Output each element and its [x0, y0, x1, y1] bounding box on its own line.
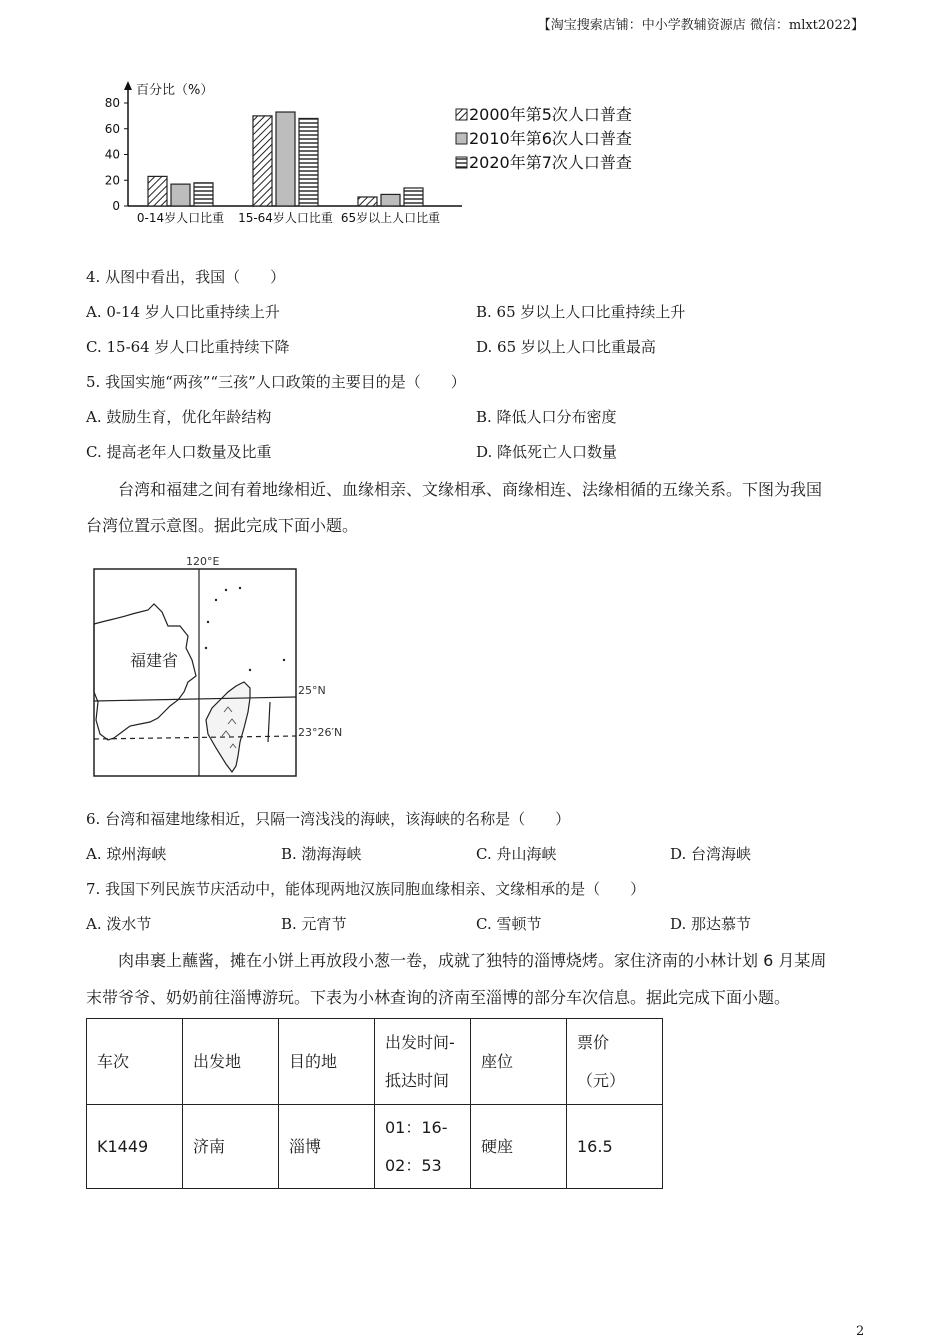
- question-5-option-a[interactable]: A. 鼓励生育，优化年龄结构: [86, 408, 272, 426]
- legend-label: 2010年第6次人口普查: [469, 129, 632, 148]
- question-6-stem: 6. 台湾和福建地缘相近，只隔一湾浅浅的海峡，该海峡的名称是（ ）: [86, 810, 571, 828]
- header-train-number: 车次: [87, 1019, 183, 1105]
- question-4-option-b[interactable]: B. 65 岁以上人口比重持续上升: [476, 303, 686, 321]
- question-5-option-d[interactable]: D. 降低死亡人口数量: [476, 443, 618, 461]
- y-tick-label: 60: [104, 121, 120, 136]
- question-6-option-d[interactable]: D. 台湾海峡: [670, 845, 752, 863]
- question-4-option-c[interactable]: C. 15-64 岁人口比重持续下降: [86, 338, 290, 356]
- passage-zibo-line-1: 肉串裹上蘸酱，摊在小饼上再放段小葱一卷，成就了独特的淄博烧烤。家住济南的小林计划 6 月某周: [118, 951, 827, 970]
- bar-2-0: [358, 197, 377, 206]
- question-7-option-b[interactable]: B. 元宵节: [281, 915, 347, 933]
- legend-label: 2000年第5次人口普查: [469, 105, 632, 124]
- y-tick-label: 80: [104, 96, 120, 110]
- y-tick-label: 20: [104, 173, 120, 188]
- x-category-label: 0-14岁人口比重: [136, 211, 225, 225]
- header-arrival-time: 抵达时间: [385, 1070, 450, 1090]
- header-price: [567, 1019, 663, 1105]
- cell-arrival-time: 02：53: [385, 1155, 442, 1175]
- legend-label: 2020年第7次人口普查: [469, 153, 632, 172]
- passage-zibo-line-2: 末带爷爷、奶奶前往淄博游玩。下表为小林查询的济南至淄博的部分车次信息。据此完成下面小题。: [86, 988, 791, 1007]
- cell-price: 16.5: [567, 1105, 663, 1189]
- taiwan-location-map: [88, 552, 358, 782]
- fujian-province-label: 福建省: [130, 651, 179, 670]
- question-6-option-b[interactable]: B. 渤海海峡: [281, 845, 362, 863]
- header-price-unit: （元）: [577, 1070, 626, 1090]
- cell-departure-time: 01：16-: [385, 1117, 448, 1137]
- x-category-label: 15-64岁人口比重: [238, 211, 333, 225]
- question-5-option-c[interactable]: C. 提高老年人口数量及比重: [86, 443, 272, 461]
- question-7-option-d[interactable]: D. 那达慕节: [670, 915, 752, 933]
- header-departure-place: 出发地: [183, 1019, 279, 1105]
- question-5-option-b[interactable]: B. 降低人口分布密度: [476, 408, 617, 426]
- page-number: 2: [856, 1324, 865, 1339]
- bar-0-0: [148, 176, 167, 206]
- table-row: [87, 1105, 663, 1189]
- bar-0-1: [171, 184, 190, 206]
- cell-destination: 淄博: [279, 1105, 375, 1189]
- latitude-25n-label: 25°N: [298, 684, 326, 697]
- latitude-tropic-label: 23°26′N: [298, 726, 343, 739]
- legend-swatch: [456, 157, 467, 168]
- question-4-option-d[interactable]: D. 65 岁以上人口比重最高: [476, 338, 656, 356]
- bar-1-1: [276, 112, 295, 206]
- y-axis-arrow: [124, 81, 132, 90]
- question-6-option-c[interactable]: C. 舟山海峡: [476, 845, 557, 863]
- question-4-option-a[interactable]: A. 0-14 岁人口比重持续上升: [86, 303, 280, 321]
- legend-swatch: [456, 109, 467, 120]
- y-tick-label: 0: [112, 199, 120, 213]
- x-category-label: 65岁以上人口比重: [340, 211, 441, 225]
- meridian-label: 120°E: [186, 555, 220, 568]
- header-note: 【淘宝搜索店铺：中小学教辅资源店 微信：mlxt2022】: [537, 18, 864, 33]
- header-departure-time: 出发时间-: [385, 1032, 455, 1052]
- question-7-option-a[interactable]: A. 泼水节: [86, 915, 152, 933]
- train-schedule-table: [86, 1018, 663, 1189]
- cell-times: [375, 1105, 471, 1189]
- bar-2-2: [404, 188, 423, 206]
- bar-2-1: [381, 194, 400, 206]
- y-axis-label: 百分比（%）: [136, 83, 214, 98]
- question-7-option-c[interactable]: C. 雪顿节: [476, 915, 542, 933]
- bar-0-2: [194, 183, 213, 206]
- cell-seat: 硬座: [471, 1105, 567, 1189]
- question-4-stem: 4. 从图中看出，我国（ ）: [86, 268, 286, 286]
- cell-departure-place: 济南: [183, 1105, 279, 1189]
- header-times: [375, 1019, 471, 1105]
- bar-1-0: [253, 116, 272, 206]
- passage-taiwan-line-1: 台湾和福建之间有着地缘相近、血缘相亲、文缘相承、商缘相连、法缘相循的五缘关系。下图为我国: [118, 480, 823, 499]
- question-7-stem: 7. 我国下列民族节庆活动中，能体现两地汉族同胞血缘相亲、文缘相承的是（ ）: [86, 880, 646, 898]
- cell-train-number: K1449: [87, 1105, 183, 1189]
- question-6-option-a[interactable]: A. 琼州海峡: [86, 845, 167, 863]
- table-header-row: [87, 1019, 663, 1105]
- question-5-stem: 5. 我国实施“两孩”“三孩”人口政策的主要目的是（ ）: [86, 373, 466, 391]
- legend-swatch: [456, 133, 467, 144]
- header-price-label: 票价: [577, 1032, 610, 1052]
- bar-1-2: [299, 118, 318, 206]
- population-bar-chart: [90, 78, 650, 228]
- y-tick-label: 40: [104, 147, 120, 162]
- header-seat: 座位: [471, 1019, 567, 1105]
- header-destination: 目的地: [279, 1019, 375, 1105]
- passage-taiwan-line-2: 台湾位置示意图。据此完成下面小题。: [86, 516, 359, 535]
